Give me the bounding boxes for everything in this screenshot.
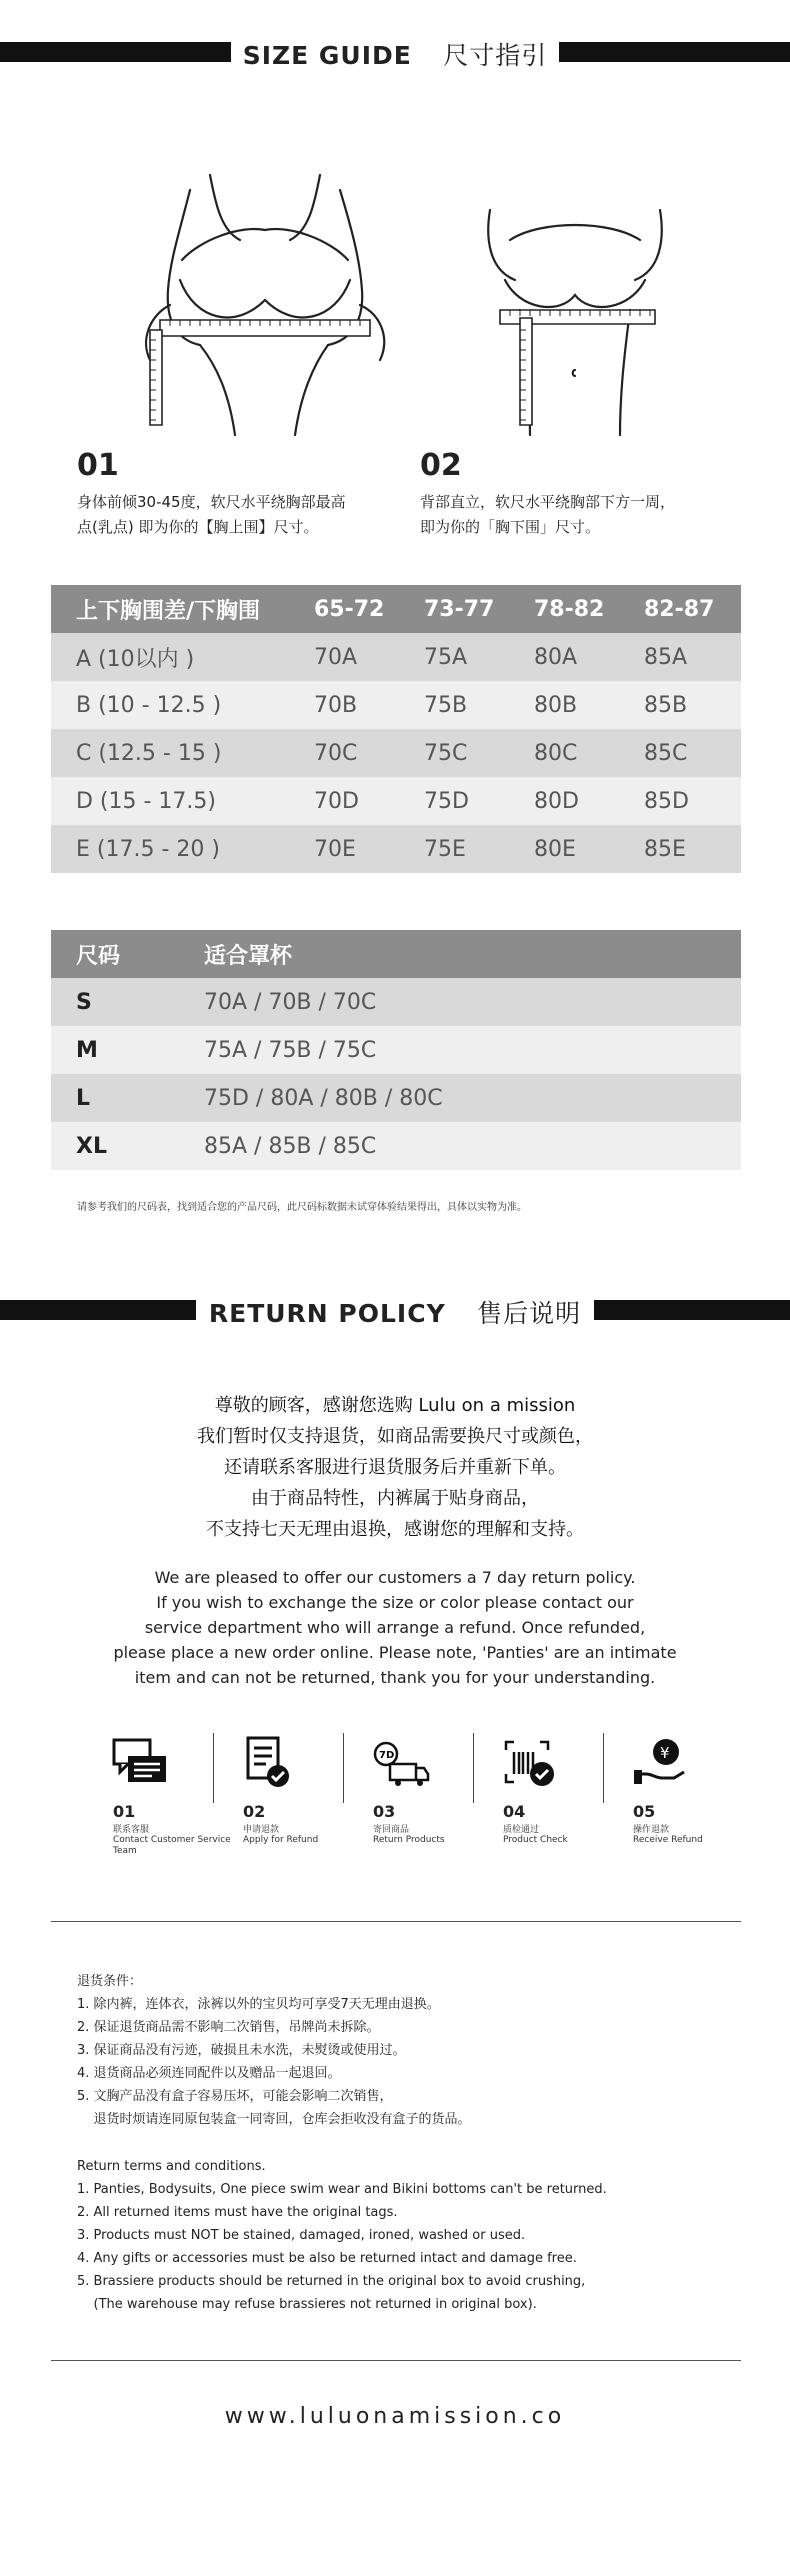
table-cell: 80E [534,825,644,873]
table-row [51,633,741,681]
cup-header-col: 82-87 [644,585,741,633]
process-step [240,1730,365,1860]
table-cell: 85C [644,729,741,777]
size-label: XL [51,1122,204,1170]
process-step-number: 02 [243,1802,266,1821]
divider [343,1733,344,1803]
svg-text:¥: ¥ [660,1744,670,1762]
table-cell: 75B [424,681,534,729]
table-cell: 85B [644,681,741,729]
table-cell: B (10 - 12.5 ) [51,681,314,729]
barcode-check-icon [500,1734,560,1794]
en-intro-line: please place a new order online. Please note, 'Panties' are an intimate [113,1643,677,1662]
measure-underbust-illustration [460,200,690,440]
website-link[interactable]: www.luluonamission.co [224,2404,566,2429]
size-header-size: 尺码 [51,930,204,978]
terms-line: 1. 除内裤，连体衣，泳裤以外的宝贝均可享受7天无理由退换。 [77,1997,440,2012]
table-cell: 70E [314,825,424,873]
cup-header-label: 上下胸围差/下胸围 [51,585,314,633]
size-fit: 75D / 80A / 80B / 80C [204,1074,741,1122]
size-label: M [51,1026,204,1074]
step-2-line-1: 背部直立，软尺水平绕胸部下方一周， [420,493,676,511]
cn-intro-line: 还请联系客服进行退货服务后并重新下单。 [224,1457,566,1478]
process-step-number: 05 [633,1802,656,1821]
svg-text:7D: 7D [379,1750,395,1761]
return-policy-title-en: RETURN POLICY [203,1299,452,1328]
table-row [51,681,741,729]
process-step-cn: 操作退款 [633,1825,670,1835]
terms-line: 4. 退货商品必须连同配件以及赠品一起退回。 [77,2066,341,2081]
en-intro-line: We are pleased to offer our customers a 7 day return policy. [154,1568,636,1587]
size-table-header [51,930,741,978]
divider [51,2360,741,2361]
return-process-steps [110,1730,730,1860]
terms-line: 5. Brassiere products should be returned in the original box to avoid crushing, [77,2274,586,2289]
process-step-en: Product Check [503,1835,568,1845]
cup-table-header [51,585,741,633]
size-fit: 75A / 75B / 75C [204,1026,741,1074]
terms-line: 1. Panties, Bodysuits, One piece swim wear and Bikini bottoms can't be returned. [77,2182,607,2197]
terms-line: (The warehouse may refuse brassieres not returned in original box). [77,2297,537,2312]
process-step-en: Contact Customer Service Team [113,1835,231,1856]
table-cell: 70A [314,633,424,681]
size-header-fit: 适合罩杯 [204,930,741,978]
document-check-icon [240,1734,300,1794]
measure-bust-illustration [120,170,410,440]
en-intro-line: item and can not be returned, thank you for your understanding. [134,1668,656,1687]
en-intro [0,1565,790,1690]
size-fit-table [51,930,741,1170]
process-step [500,1730,625,1860]
process-step-en: Apply for Refund [243,1835,319,1845]
divider [51,1921,741,1922]
size-guide-title-cn: 尺寸指引 [437,41,553,70]
terms-line: Return terms and conditions. [77,2159,266,2174]
step-2-number: 02 [420,448,462,483]
divider [473,1733,474,1803]
step-1-number: 01 [77,448,119,483]
divider [603,1733,604,1803]
table-cell: 75D [424,777,534,825]
en-intro-line: If you wish to exchange the size or color please contact our [156,1593,634,1612]
table-row [51,978,741,1026]
process-step-en: Return Products [373,1835,445,1845]
step-2-text [420,490,740,540]
table-cell: 75A [424,633,534,681]
table-cell: 80B [534,681,644,729]
size-fit: 85A / 85B / 85C [204,1122,741,1170]
table-row [51,1122,741,1170]
table-cell: 70C [314,729,424,777]
step-2-line-2: 即为你的「胸下围」尺寸。 [420,518,601,536]
process-step-cn: 寄回商品 [373,1825,410,1835]
table-cell: 85E [644,825,741,873]
terms-cn [77,1970,737,2131]
chat-icon [110,1734,170,1794]
table-cell: D (15 - 17.5) [51,777,314,825]
terms-line: 3. Products must NOT be stained, damaged, ironed, washed or used. [77,2228,526,2243]
table-cell: 85D [644,777,741,825]
cn-intro-line: 由于商品特性，内裤属于贴身商品， [251,1488,539,1509]
terms-line: 5. 文胸产品没有盒子容易压坏，可能会影响二次销售， [77,2089,393,2104]
size-label: S [51,978,204,1026]
size-label: L [51,1074,204,1122]
terms-line: 2. All returned items must have the original tags. [77,2205,398,2220]
process-step-number: 03 [373,1802,396,1821]
step-1-text [77,490,397,540]
yuan-hand-icon [630,1734,690,1794]
table-row [51,729,741,777]
cup-size-table [51,585,741,873]
cup-header-col: 78-82 [534,585,644,633]
cn-intro-line: 不支持七天无理由退换，感谢您的理解和支持。 [206,1519,584,1540]
cn-intro-line: 我们暂时仅支持退货，如商品需要换尺寸或颜色， [197,1426,593,1447]
process-step [110,1730,235,1860]
terms-line: 2. 保证退货商品需不影响二次销售，吊牌尚未拆除。 [77,2020,380,2035]
process-step-cn: 联系客服 [113,1825,150,1835]
table-cell: 75E [424,825,534,873]
table-row [51,1074,741,1122]
size-note: 请参考我们的尺码表，找到适合您的产品尺码，此尺码标数据未试穿体验结果得出，具体以实物为准。 [77,1202,527,1213]
table-cell: E (17.5 - 20 ) [51,825,314,873]
terms-line: 退货时烦请连同原包装盒一同寄回，仓库会拒收没有盒子的货品。 [77,2112,471,2127]
table-row [51,777,741,825]
terms-en [77,2155,737,2316]
table-row [51,825,741,873]
size-guide-title-en: SIZE GUIDE [237,41,418,70]
cn-intro-line: 尊敬的顾客，感谢您选购 Lulu on a mission [214,1395,576,1416]
table-row [51,1026,741,1074]
process-step [370,1730,495,1860]
table-cell: 80A [534,633,644,681]
return-policy-title-cn: 售后说明 [471,1299,587,1328]
delivery-truck-icon [370,1734,430,1794]
en-intro-line: service department who will arrange a refund. Once refunded, [144,1618,646,1637]
table-cell: 80D [534,777,644,825]
process-step-cn: 质检通过 [503,1825,540,1835]
return-policy-header [0,1294,790,1328]
cup-header-col: 65-72 [314,585,424,633]
process-step-en: Receive Refund [633,1835,703,1845]
terms-line: 退货条件： [77,1974,143,1989]
cup-header-col: 73-77 [424,585,534,633]
cn-intro [0,1390,790,1545]
size-fit: 70A / 70B / 70C [204,978,741,1026]
table-cell: 85A [644,633,741,681]
process-step-cn: 申请退款 [243,1825,280,1835]
step-1-line-2: 点(乳点) 即为你的【胸上围】尺寸。 [77,518,319,536]
table-cell: 75C [424,729,534,777]
table-cell: A (10以内 ) [51,633,314,681]
table-cell: 70D [314,777,424,825]
process-step-number: 01 [113,1802,136,1821]
table-cell: C (12.5 - 15 ) [51,729,314,777]
divider [213,1733,214,1803]
table-cell: 80C [534,729,644,777]
step-1-line-1: 身体前倾30-45度，软尺水平绕胸部最高 [77,493,346,511]
table-cell: 70B [314,681,424,729]
process-step-number: 04 [503,1802,526,1821]
size-guide-header [0,36,790,70]
terms-line: 4. Any gifts or accessories must be also be returned intact and damage free. [77,2251,577,2266]
terms-line: 3. 保证商品没有污迹，破损且未水洗，未熨烫或使用过。 [77,2043,406,2058]
process-step [630,1730,755,1860]
